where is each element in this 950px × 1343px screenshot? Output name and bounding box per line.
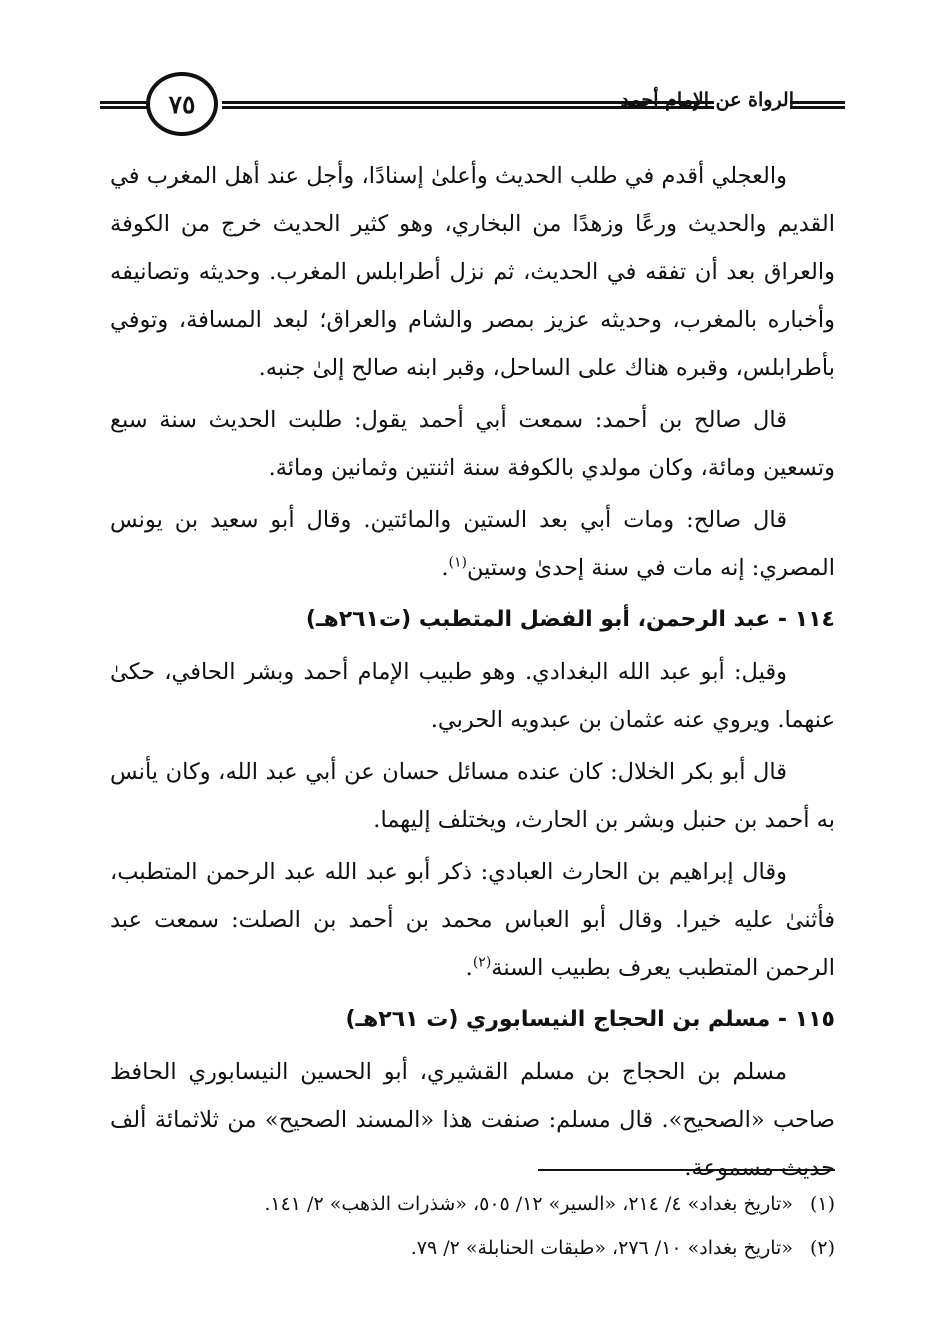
page-number: ٧٥ — [146, 72, 218, 136]
header-rule-left — [100, 101, 148, 109]
footnote-ref-1[interactable]: (١) — [448, 554, 467, 571]
paragraph-3-text: قال صالح: ومات أبي بعد الستين والمائتين. وقال أبو سعيد بن يونس المصري: إنه مات في سنة إحدىٰ وستين — [110, 507, 835, 581]
footnotes — [110, 1182, 835, 1270]
page-body — [110, 152, 835, 1196]
entry-heading-115: ١١٥ - مسلم بن الحجاج النيسابوري (ت ٢٦١هـ) — [345, 1007, 835, 1032]
paragraph-7: مسلم بن الحجاج بن مسلم القشيري، أبو الحسين النيسابوري الحافظ صاحب «الصحيح». قال مسلم: صنفت هذا «المسند الصحيح» من ثلاثمائة ألف حديث مسموعة. — [110, 1059, 835, 1181]
footnote-ref-2[interactable]: (٢) — [472, 954, 492, 971]
footnote-2 — [110, 1226, 835, 1270]
paragraph-1: والعجلي أقدم في طلب الحديث وأعلىٰ إسنادًا، وأجل عند أهل المغرب في القديم والحديث ورعًا وزهدًا من البخاري، وهو كثير الحديث خرج من الكوفة والعراق بعد أن تفقه في الحديث، ثم نزل أطرابلس المغرب. وحديثه وتصانيفه وأخباره بالمغرب، وحديثه عزيز بمصر والشام والعراق؛ لبعد المسافة، وتوفي بأطرابلس، وقبره هناك على الساحل، وقبر ابنه صالح إلىٰ جنبه. — [110, 163, 835, 381]
footnote-1 — [110, 1182, 835, 1226]
paragraph-6: وقال إبراهيم بن الحارث العبادي: ذكر أبو عبد الله عبد الرحمن المتطبب، فأثنىٰ عليه خيرا. وقال أبو العباس محمد بن أحمد بن الصلت: سمعت عبد الرحمن المتطبب يعرف بطبيب السنة$^{(٢)}$. — [110, 859, 835, 981]
paragraph-6-text: وقال إبراهيم بن الحارث العبادي: ذكر أبو عبد الله عبد الرحمن المتطبب، فأثنىٰ عليه خيرا. وقال أبو العباس محمد بن أحمد بن الصلت: سمعت عبد الرحمن المتطبب يعرف بطبيب السنة — [110, 859, 835, 981]
page-header — [100, 72, 845, 138]
footnote-text: «تاريخ بغداد» ٤/ ٢١٤، «السير» ١٢/ ٥٠٥، «شذرات الذهب» ٢/ ١٤١. — [264, 1193, 793, 1215]
header-rule-right — [790, 101, 845, 109]
paragraph-2: قال صالح بن أحمد: سمعت أبي أحمد يقول: طلبت الحديث سنة سبع وتسعين ومائة، وكان مولدي بالكوفة سنة اثنتين وثمانين ومائة. — [110, 407, 835, 481]
running-title: الرواة عن الإمام أحمد — [620, 89, 794, 111]
paragraph-3: قال صالح: ومات أبي بعد الستين والمائتين. وقال أبو سعيد بن يونس المصري: إنه مات في سنة إحدىٰ وستين$^{(١)}$. — [110, 507, 835, 581]
entry-heading-114: ١١٤ - عبد الرحمن، أبو الفضل المتطبب (ت٢٦١هـ) — [305, 607, 835, 632]
footnote-separator — [538, 1169, 835, 1171]
footnote-number: (١) — [809, 1193, 835, 1215]
paragraph-4: وقيل: أبو عبد الله البغدادي. وهو طبيب الإمام أحمد وبشر الحافي، حكىٰ عنهما. ويروي عنه عثمان بن عبدويه الحربي. — [110, 659, 835, 733]
footnote-text: «تاريخ بغداد» ١٠/ ٢٧٦، «طبقات الحنابلة» ٢/ ٧٩. — [410, 1237, 793, 1259]
footnote-number: (٢) — [809, 1237, 835, 1259]
paragraph-5: قال أبو بكر الخلال: كان عنده مسائل حسان عن أبي عبد الله، وكان يأنس به أحمد بن حنبل وبشر بن الحارث، ويختلف إليهما. — [110, 759, 835, 833]
